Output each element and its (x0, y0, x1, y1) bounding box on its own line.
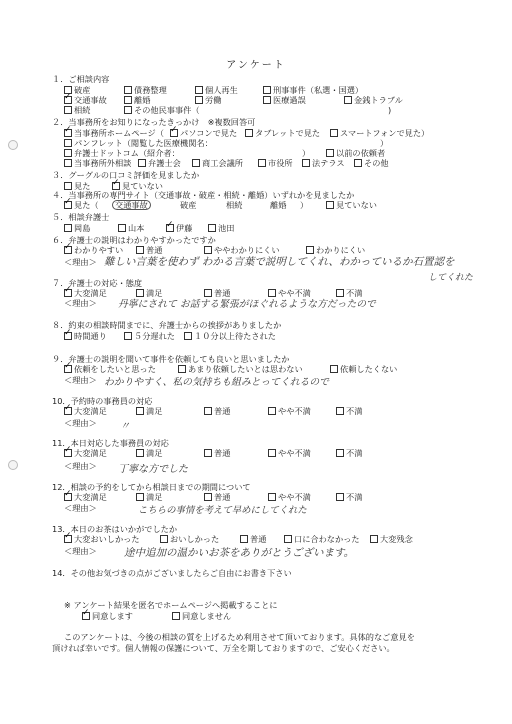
q5-option[interactable]: 池田 (208, 223, 234, 233)
q6-reason-text-line2[interactable]: してくれた (428, 273, 474, 283)
q1-option[interactable]: 破産 (64, 85, 90, 95)
binder-hole (8, 140, 18, 150)
q3-option-not-seen[interactable]: ✓ 見ていない (112, 181, 163, 191)
q6-option[interactable]: ややわかりにくい (204, 245, 280, 255)
q1-other-close: ) (388, 105, 392, 115)
q2-option[interactable]: 商工会議所 (192, 158, 243, 168)
q4-option-seen[interactable]: ✓見た（ (64, 200, 99, 210)
q5-option[interactable]: ✓ 伊藤 (166, 223, 192, 233)
q1-option[interactable]: 債務整理 (124, 85, 167, 95)
q13-option[interactable]: ✓大変おいしかった (64, 534, 140, 544)
q7-option[interactable]: ✓大変満足 (64, 288, 107, 298)
q10-option[interactable]: 満足 (136, 406, 162, 416)
q11-option[interactable]: ✓大変満足 (64, 448, 107, 458)
q9-option[interactable]: あまり依頼したいとは思わない (178, 364, 303, 374)
q1-option[interactable]: 個人再生 (195, 85, 238, 95)
q1-option[interactable]: 医療過誤 (263, 95, 306, 105)
q7-reason-label: ＜理由＞ (64, 298, 97, 308)
q11-option[interactable]: 満足 (136, 448, 162, 458)
q9-option[interactable]: ✓依頼をしたいと思った (64, 364, 156, 374)
q13-option[interactable]: おいしかった (160, 534, 219, 544)
q7-reason-text[interactable]: 丹寧にされて お話する緊張がほぐれるような方だったので (118, 299, 376, 310)
q9-reason-text[interactable]: わかりやすく、私の気持ちも組みとってくれるので (104, 377, 329, 388)
q12-option[interactable]: 満足 (136, 492, 162, 502)
q6-reason-label: ＜理由＞ (64, 257, 97, 267)
q11-option[interactable]: 不満 (336, 448, 362, 458)
q8-option[interactable]: ✓時間通り (64, 331, 107, 341)
q2-option[interactable]: 市役所 (258, 158, 293, 168)
q5-option[interactable]: 山本 (118, 223, 144, 233)
q4-site[interactable]: 離婚 (270, 200, 287, 210)
footer-note-line2: 頂ければ幸いです。個人情報の保護について、万全を期しておりますので、ご安心ください。 (52, 643, 395, 653)
q4-label: ４．当事務所の専門サイト（交通事故・破産・相続・離婚）いずれかを見ましたか (52, 190, 355, 200)
q7-option[interactable]: やや不満 (268, 288, 311, 298)
q7-label: ７．弁護士の対応・態度 (52, 278, 143, 288)
q11-reason-text[interactable]: 丁寧な方でした (118, 464, 188, 475)
q14-label: 14．その他お気づきの点がございましたらご自由にお書き下さい (52, 568, 292, 578)
q1-option[interactable]: 刑事事件（私選・国選） (263, 85, 363, 95)
q11-option[interactable]: 普通 (204, 448, 230, 458)
q12-label: 12．相談の予約をしてから相談日までの期間について (52, 482, 251, 492)
q4-option-not-seen[interactable]: 見ていない (326, 200, 377, 210)
q12-option[interactable]: やや不満 (268, 492, 311, 502)
q2-bengo4-close: ） (302, 148, 311, 158)
publish-label: ※ アンケート結果を匿名でホームページへ掲載することに (64, 600, 278, 610)
q7-option[interactable]: 満足 (136, 288, 162, 298)
q10-label: 10．予約時の事務員の対応 (52, 396, 153, 406)
q2-option-pamphlet[interactable]: パンフレット（閲覧した医療機関名： (64, 138, 213, 148)
q6-option[interactable]: ✓わかりやすい (64, 245, 123, 255)
q11-label: 11．本日対応した事務員の対応 (52, 438, 169, 448)
q12-reason-text[interactable]: こちらの事情を考えて早めにしてくれた (138, 505, 307, 516)
q1-label: １．ご相談内容 (52, 74, 110, 84)
q1-option[interactable]: 労働 (195, 95, 221, 105)
q13-option[interactable]: 普通 (240, 534, 266, 544)
q2-option-bengo4[interactable]: 弁護士ドットコム（紹介者： (64, 148, 180, 158)
q2-pamphlet-close: ） (380, 138, 389, 148)
binder-hole (8, 460, 18, 470)
q6-label: ６．弁護士の説明はわかりやすかったですか (52, 235, 216, 245)
q3-label: ３．グーグルの口コミ評価を見ましたか (52, 170, 200, 180)
q10-option[interactable]: 普通 (204, 406, 230, 416)
q11-reason-label: ＜理由＞ (64, 461, 97, 471)
q2-option-former-client[interactable]: 以前の依頼者 (326, 148, 385, 158)
q2-option[interactable]: その他 (354, 158, 389, 168)
q6-reason-text[interactable]: 難しい言葉を使わず わかる言葉で説明してくれ、わかっているか石置認を (104, 256, 455, 268)
publish-option-agree[interactable]: ✓同意します (82, 611, 133, 621)
q6-option[interactable]: 普通 (136, 245, 162, 255)
q9-label: ９．弁護士の説明を聞いて事件を依頼しても良いと思いましたか (52, 354, 290, 364)
q1-option-other[interactable]: その他民事事件（ (124, 105, 200, 115)
q7-option[interactable]: 不満 (336, 288, 362, 298)
q10-option[interactable]: ✓大変満足 (64, 406, 107, 416)
q2-option[interactable]: 法テラス (302, 158, 345, 168)
q2-option[interactable]: 弁護士会 (138, 158, 181, 168)
q13-option[interactable]: 大変残念 (370, 534, 413, 544)
q7-option[interactable]: 普通 (204, 288, 230, 298)
q5-option[interactable]: 岡島 (64, 223, 90, 233)
q2-option-homepage[interactable]: ✓当事務所ホームページ（ (64, 128, 164, 138)
q9-reason-label: ＜理由＞ (64, 375, 97, 385)
q13-option[interactable]: 口に合わなかった (284, 534, 360, 544)
q10-reason-text[interactable]: 〃 (120, 421, 130, 432)
q2-option-tablet[interactable]: タブレットで見た (245, 128, 320, 138)
q10-option[interactable]: やや不満 (268, 406, 311, 416)
q2-label: ２．当事務所をお知りになったきっかけ ※複数回答可 (52, 117, 256, 127)
publish-option-disagree[interactable]: 同意しません (172, 611, 231, 621)
q12-option[interactable]: 普通 (204, 492, 230, 502)
q10-option[interactable]: 不満 (336, 406, 362, 416)
q12-reason-label: ＜理由＞ (64, 503, 97, 513)
q4-site[interactable]: 相続 (226, 200, 243, 210)
q11-option[interactable]: やや不満 (268, 448, 311, 458)
q6-option[interactable]: わかりにくい (306, 245, 365, 255)
q1-option[interactable]: 相続 (64, 105, 90, 115)
q10-reason-label: ＜理由＞ (64, 418, 97, 428)
footer-note-line1: このアンケートは、今後の相談の質を上げるため利用させて頂いております。具体的なご意見を (64, 632, 415, 642)
q8-option[interactable]: ５分遅れた (124, 331, 175, 341)
q2-option-smartphone[interactable]: スマートフォンで見た） (330, 128, 429, 138)
q4-site[interactable]: 破産 (180, 200, 197, 210)
q4-close: ） (300, 200, 309, 210)
q2-option-pc[interactable]: ✓ パソコンで見た (170, 128, 237, 138)
q3-option-seen[interactable]: 見た (64, 181, 90, 191)
q13-reason-text[interactable]: 途中追加の温かいお茶をありがとうございます。 (124, 547, 355, 559)
q1-option[interactable]: 離婚 (124, 95, 150, 105)
q8-label: ８．約束の相談時間までに、弁護士からの挨拶がありましたか (52, 320, 282, 330)
q4-site[interactable]: 交通事故 (112, 200, 151, 210)
page-title: アンケート (226, 60, 286, 71)
q12-option[interactable]: ✓大変満足 (64, 492, 107, 502)
q5-label: ５．相談弁護士 (52, 212, 110, 222)
q9-option[interactable]: 依頼したくない (330, 364, 397, 374)
q1-option[interactable]: 金銭トラブル (344, 95, 403, 105)
q13-label: 13．本日のお茶はいかがでしたか (52, 524, 178, 534)
q8-option[interactable]: １０分以上待たされた (184, 331, 276, 341)
q13-reason-label: ＜理由＞ (64, 546, 97, 556)
q2-option[interactable]: 当事務所外相談 (64, 158, 131, 168)
q12-option[interactable]: 不満 (336, 492, 362, 502)
q1-option[interactable]: ✓交通事故 (64, 95, 107, 105)
